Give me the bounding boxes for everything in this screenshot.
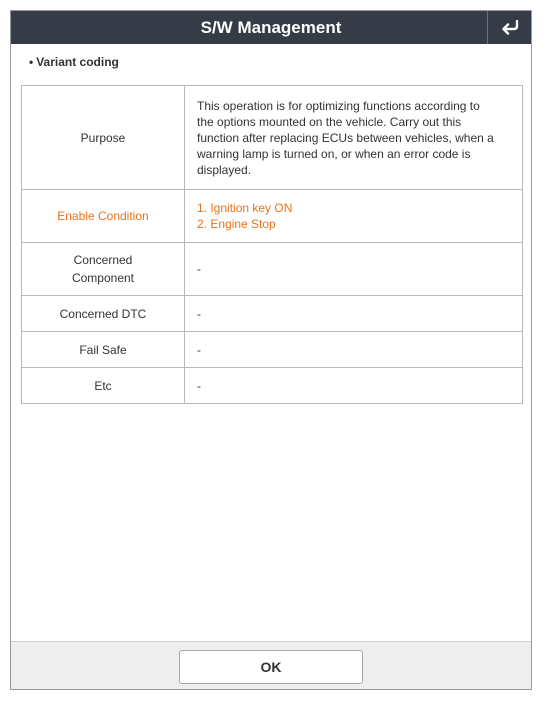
table-row	[22, 368, 523, 404]
row-label: Concerned DTC	[22, 296, 185, 332]
row-value: -	[185, 296, 523, 332]
label-line: Component	[71, 271, 135, 285]
dialog-title: S/W Management	[200, 18, 342, 37]
value-line: This operation is for optimizing functions according to	[197, 98, 480, 113]
sw-management-dialog	[10, 10, 532, 690]
info-table	[21, 85, 523, 404]
label-line: Concerned	[73, 253, 133, 267]
table-row	[22, 332, 523, 368]
row-label	[22, 243, 185, 296]
section-heading	[29, 55, 119, 69]
row-label: Purpose	[22, 86, 185, 190]
title-bar	[11, 11, 531, 44]
ok-button[interactable]: OK	[179, 650, 363, 684]
table-row	[22, 243, 523, 296]
return-arrow-icon	[500, 20, 520, 36]
dialog-footer	[11, 641, 531, 689]
value-line: 2. Engine Stop	[197, 217, 276, 231]
value-line: warning lamp is turned on, or when an error code is	[197, 146, 471, 161]
row-value: -	[185, 243, 523, 296]
value-line: 1. Ignition key ON	[197, 201, 293, 215]
row-value: -	[185, 332, 523, 368]
section-heading-text: Variant coding	[36, 55, 119, 69]
table-row	[22, 190, 523, 243]
value-line: displayed.	[197, 162, 252, 177]
table-row	[22, 86, 523, 190]
row-value: -	[185, 368, 523, 404]
row-label: Etc	[22, 368, 185, 404]
row-value	[185, 86, 523, 190]
row-label: Fail Safe	[22, 332, 185, 368]
value-line: the options mounted on the vehicle. Carry out this	[197, 114, 462, 129]
value-line: function after replacing ECUs between vehicles, when a	[197, 130, 494, 145]
table-row	[22, 296, 523, 332]
section-bullet: •	[29, 55, 34, 69]
row-label: Enable Condition	[22, 190, 185, 243]
back-button[interactable]	[487, 11, 531, 44]
row-value	[185, 190, 523, 243]
